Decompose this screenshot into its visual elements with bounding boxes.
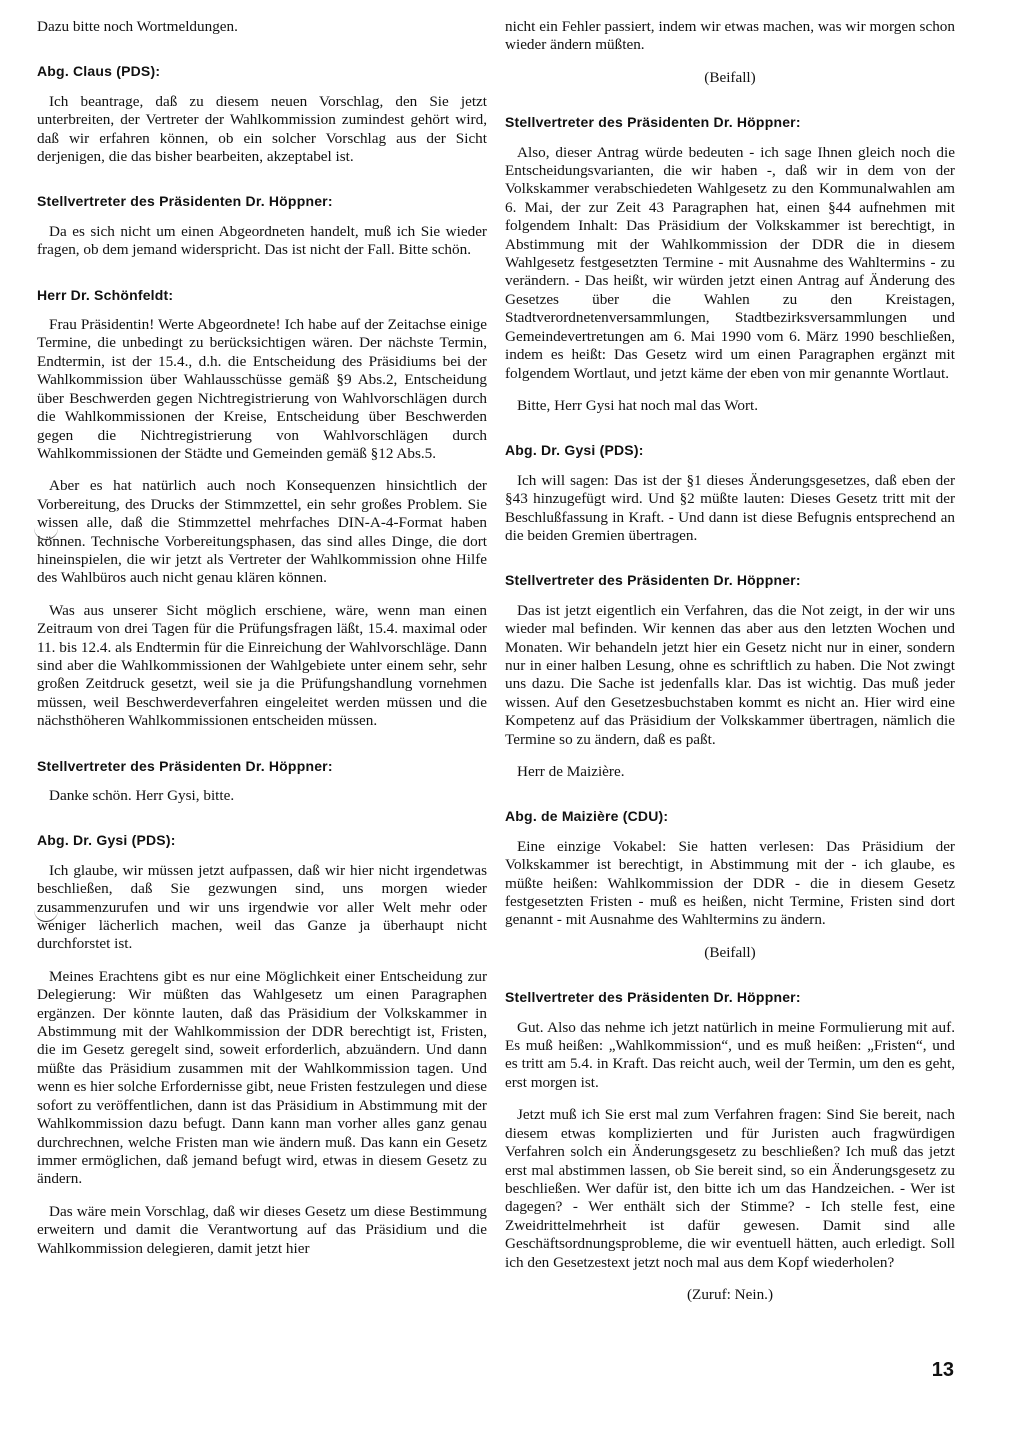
speaker-heading: Abg. Claus (PDS): bbox=[37, 63, 161, 80]
paragraph: Das wäre mein Vorschlag, daß wir dieses Gesetz um diese Bestimmung erweitern und damit die Verantwortung auf das Präsidium und die Wahlkommission delegieren, damit jetzt hier bbox=[37, 1202, 487, 1257]
paragraph: Ich glaube, wir müssen jetzt aufpassen, daß wir hier nicht irgendetwas beschließen, daß Sie gezwungen sind, uns morgen wieder zusammenzurufen und wir uns irgendwie vor aller Welt mehr oder weniger lächerlich machen, weil das Ganze ja überhaupt nicht durchforstet ist. bbox=[37, 861, 487, 953]
speaker-heading: Stellvertreter des Präsidenten Dr. Höppner: bbox=[505, 989, 801, 1006]
stage-direction: (Beifall) bbox=[704, 943, 756, 961]
stage-direction: (Beifall) bbox=[704, 68, 756, 86]
speaker-heading: Abg. Dr. Gysi (PDS): bbox=[37, 832, 176, 849]
left-column bbox=[37, 18, 487, 1272]
page-number: 13 bbox=[931, 1359, 954, 1381]
paragraph: Meines Erachtens gibt es nur eine Möglichkeit einer Entscheidung zur Delegierung: Wir müßten das Wahlgesetz um einen Paragraphen ergänzen. Der könnte lauten, daß das Präsidium der Volkskammer in Abstimmung mit der Wahlkommission der DDR berechtigt ist, Fristen, die im Gesetz geregelt sind, soweit erforderlich, abzuändern. Und dann müßte das Präsidium zusammen mit der Wahlkommission tagen. Und wenn es hier solche Erfordernisse gibt, neue Fristen festzulegen und diese sofort zu veröffentlichen, dann ist das Präsidium in Abstimmung mit der Wahlkommission dazu befugt. Dann kann man vorher alles ganz genau durchrechnen, welche Fristen man wie ändern muß. Das kann ein Gesetz immer ermöglichen, daß jemand befugt wird, etwas in diesem Gesetz zu ändern. bbox=[37, 967, 487, 1188]
paragraph: Das ist jetzt eigentlich ein Verfahren, das die Not zeigt, in der wir uns wieder mal befinden. Wir kennen das aber aus den letzten Wochen und Monaten. Wir behandeln jetzt hier ein Gesetz nicht nur in einer, sondern nur in einer halben Lesung, ohne es schriftlich zu haben. Die Not zwingt uns dazu. Die Sache ist jedenfalls klar. Das ist wichtig. Das muß jeder wissen. Auf den Gesetzesbuchstaben kommt es nicht an. Hier wird eine Kompetenz auf das Präsidium der Volkskammer übertragen, nämlich die Termine so zu ändern, daß es paßt. bbox=[505, 601, 955, 748]
paragraph: Ich beantrage, daß zu diesem neuen Vorschlag, den Sie jetzt unterbreiten, der Vertreter der Wahlkommission zumindest gehört wird, daß wir erfahren können, ob ein solcher Vorschlag aus der Sicht derjenigen, die das bisher bearbeiten, akzeptabel ist. bbox=[37, 92, 487, 166]
speaker-heading: Stellvertreter des Präsidenten Dr. Höppner: bbox=[505, 114, 801, 131]
paragraph: Dazu bitte noch Wortmeldungen. bbox=[37, 18, 238, 35]
paragraph: Danke schön. Herr Gysi, bitte. bbox=[49, 787, 235, 804]
speaker-heading: Stellvertreter des Präsidenten Dr. Höppner: bbox=[37, 193, 333, 210]
paragraph: nicht ein Fehler passiert, indem wir etwas machen, was wir morgen schon wieder ändern müßten. bbox=[505, 18, 955, 54]
speaker-heading: Stellvertreter des Präsidenten Dr. Höppner: bbox=[37, 757, 333, 774]
paragraph: Ich will sagen: Das ist der §1 dieses Änderungsgesetzes, daß eben der §43 hinzugefügt wird. Und §2 müßte lauten: Dieses Gesetz tritt mit der Beschlußfassung in Kraft. - Und dann ist diese Befugnis entsprechend an die beiden Gremien übertragen. bbox=[505, 471, 955, 544]
paragraph: Herr de Maizière. bbox=[517, 763, 625, 780]
paragraph: Frau Präsidentin! Werte Abgeordnete! Ich habe auf der Zeitachse einige Termine, die unbedingt zu berücksichtigen wären. Der nächste Termin, Endtermin, ist der 15.4., d.h. die Entscheidung des Präsidiums bei der Wahlkommission über Wahlausschüsse gemäß §9 Abs.2, Entscheidung über Beschwerden gegen Nichtregistrierung von Wahlvorschlägen durch die Wahlkommissionen der Kreise, Entscheidung über Beschwerden gegen die Nichtregistrierung von Wahlvorschlägen durch Wahlkommissionen der Städte und Gemeinden gemäß §12 Abs.5. bbox=[37, 316, 487, 462]
paragraph: Da es sich nicht um einen Abgeordneten handelt, muß ich Sie wieder fragen, ob dem jemand widerspricht. Das ist nicht der Fall. Bitte schön. bbox=[37, 222, 487, 259]
paragraph: Gut. Also das nehme ich jetzt natürlich in meine Formulierung mit auf. Es muß heißen: „Wahlkommission“, und es muß heißen: „Fristen“, und es tritt am 5.4. in Kraft. Das reicht auch, weil der Termin, um den es geht, erst morgen ist. bbox=[505, 1018, 955, 1091]
paragraph: Bitte, Herr Gysi hat noch mal das Wort. bbox=[517, 396, 759, 414]
speaker-heading: Abg. de Maizière (CDU): bbox=[505, 808, 669, 825]
paragraph: Was aus unserer Sicht möglich erschiene, wäre, wenn man einen Zeitraum von drei Tagen für die Prüfungsfragen läßt, 15.4. maximal oder 11. bis 12.4. als Endtermin für die Einreichung der Wahlvorschläge. Dann sind aber die Wahlkommissionen der Wahlgebiete unter einem sehr, sehr großen Zeitdruck gesetzt, weil sie ja die Prüfungshandlung vornehmen müssen, weil Beschwerdeverfahren eingeleitet werden müssen und die nächsthöheren Wahlkommissionen entscheiden müssen. bbox=[37, 601, 487, 730]
speaker-heading: Abg. Dr. Gysi (PDS): bbox=[505, 442, 644, 459]
speaker-heading: Herr Dr. Schönfeldt: bbox=[37, 286, 174, 303]
stage-direction: (Zuruf: Nein.) bbox=[686, 1285, 774, 1303]
paragraph: Aber es hat natürlich auch noch Konsequenzen hinsichtlich der Vorbereitung, des Drucks der Stimmzettel, ein sehr großes Problem. Sie wissen alle, daß die Stimmzettel mehrfaches DIN-A-4-Format haben können. Technische Vorbereitungsphasen, das sind alles Dinge, die dort hineinspielen, die wir jetzt als Vertreter der Wahlkommission ohne Hilfe des Wahlbüros auch nicht genau klären können. bbox=[37, 477, 487, 587]
right-column bbox=[505, 18, 955, 1328]
paragraph: Also, dieser Antrag würde bedeuten - ich sage Ihnen gleich noch die Entscheidungsvarianten, die wir haben -, daß wir in dem von der Volkskammer verabschiedeten Wahlgesetz zu den Kommunalwahlen am 6. Mai, der zur Zeit 43 Paragraphen hat, einen §44 aufnehmen mit folgendem Inhalt: Das Präsidium der Volkskammer ist berechtigt, in Abstimmung mit der Wahlkommission der DDR die in diesem Wahlgesetz festgesetzten Termine - mit Ausnahme des Wahltermins - zu verändern. - Das heißt, wir würden jetzt einen Antrag auf Änderung des Gesetzes über die Wahlen zu den Kreistagen, Stadtverordnetenversammlungen, Stadtbezirksversammlungen und Gemeindevertretungen am 6. Mai 1990 vom 6. März 1990 beschließen, indem es heißt: Das Gesetz wird um einen Paragraphen ergänzt mit folgendem Wortlaut, und jetzt käme der eben von mir genannte Wortlaut. bbox=[505, 143, 955, 382]
paragraph: Jetzt muß ich Sie erst mal zum Verfahren fragen: Sind Sie bereit, nach diesem etwas komplizierten und für Juristen auch fragwürdigen Verfahren solch ein Änderungsgesetz zu beschließen? Ich muß das jetzt erst mal abstimmen lassen, ob Sie bereit sind, so ein Änderungsgesetz zu beschließen. Wer dafür ist, den bitte ich um das Handzeichen. - Wer ist dagegen? - Wer enthält sich der Stimme? - Ich stelle fest, eine Zweidrittelmehrheit ist dafür gewesen. Damit sind alle Geschäftsordnungsprobleme, die wir eventuell hätten, auch erledigt. Soll ich den Gesetzestext jetzt noch mal aus dem Kopf wiederholen? bbox=[505, 1106, 955, 1271]
speaker-heading: Stellvertreter des Präsidenten Dr. Höppner: bbox=[505, 572, 801, 589]
paragraph: Eine einzige Vokabel: Sie hatten verlesen: Das Präsidium der Volkskammer ist berechtigt, in Abstimmung mit der - ich glaube, es müßte heißen: Wahlkommission der DDR - die in diesem Gesetz festgesetzten Fristen - muß es heißen, nicht Termine, Fristen sind dort genannt - mit Ausnahme des Wahltermins zu ändern. bbox=[505, 837, 955, 929]
